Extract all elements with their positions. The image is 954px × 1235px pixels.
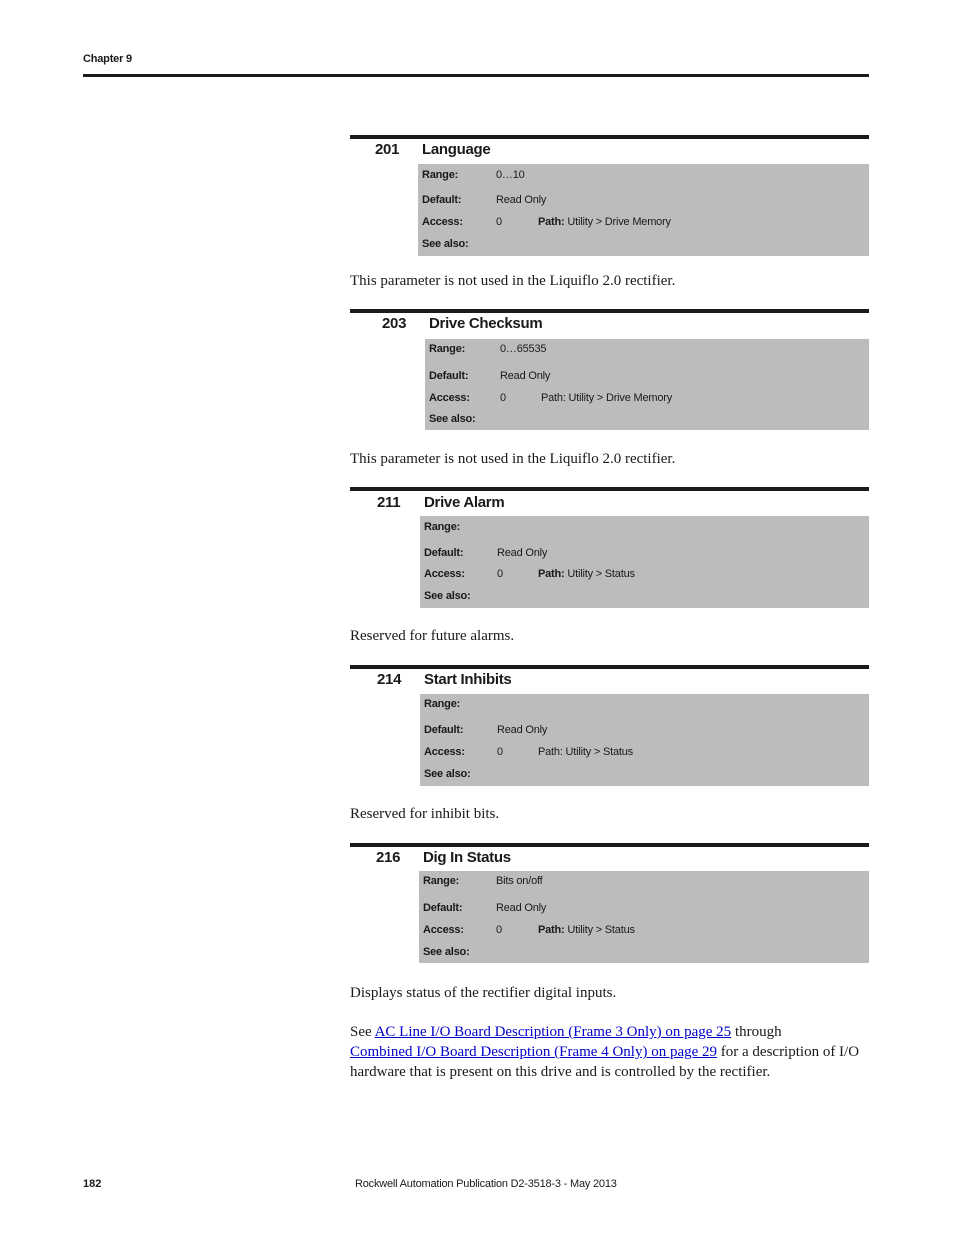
param-name: Start Inhibits <box>424 671 512 688</box>
default-value: Read Only <box>496 902 547 914</box>
path-label: Path: <box>538 216 565 228</box>
param-rule <box>350 487 869 491</box>
param-details-box <box>425 339 869 430</box>
param-number: 214 <box>377 671 402 688</box>
access-value: 0 <box>497 568 503 580</box>
link-ac-line-io-board[interactable]: AC Line I/O Board Description (Frame 3 Only) on page 25 <box>374 1024 732 1040</box>
see-prefix: See <box>350 1024 375 1040</box>
access-label: Access: <box>424 568 465 580</box>
param-rule <box>350 309 869 313</box>
param-name: Drive Checksum <box>429 315 543 332</box>
param-description: Reserved for future alarms. <box>350 628 515 644</box>
path-value: Path: Utility > Status <box>538 746 633 758</box>
access-value: 0 <box>496 924 502 936</box>
range-label: Range: <box>422 169 459 181</box>
param-name: Drive Alarm <box>424 494 505 511</box>
param-description: This parameter is not used in the Liquiflo 2.0 rectifier. <box>350 451 676 467</box>
param-description: Displays status of the rectifier digital inputs. <box>350 985 617 1001</box>
param-details-box <box>420 516 869 608</box>
param-details-box <box>420 694 869 786</box>
access-value: 0 <box>496 216 502 228</box>
default-label: Default: <box>429 370 469 382</box>
param-rule <box>350 843 869 847</box>
publication-info: Rockwell Automation Publication D2-3518-3 - May 2013 <box>355 1178 617 1190</box>
page-number: 182 <box>83 1178 102 1190</box>
default-label: Default: <box>424 724 464 736</box>
param-rule <box>350 135 869 139</box>
path-label: Path: <box>538 924 565 936</box>
see-middle: through <box>731 1024 782 1040</box>
range-label: Range: <box>423 875 460 887</box>
range-label: Range: <box>424 698 461 710</box>
see-suffix: for a description of I/O hardware that is present on this drive and is controlled by the rectifier. <box>350 1044 860 1080</box>
default-label: Default: <box>423 902 463 914</box>
path-value: Path: Utility > Drive Memory <box>541 392 673 404</box>
see-also-label: See also: <box>424 768 471 780</box>
range-label: Range: <box>429 343 466 355</box>
range-value: 0…65535 <box>500 343 547 355</box>
param-number: 211 <box>377 494 401 511</box>
see-also-label: See also: <box>423 946 470 958</box>
default-value: Read Only <box>497 724 548 736</box>
see-also-label: See also: <box>422 238 469 250</box>
default-value: Read Only <box>500 370 551 382</box>
param-description: This parameter is not used in the Liquiflo 2.0 rectifier. <box>350 273 676 289</box>
path-value: Utility > Status <box>567 568 635 580</box>
range-value: 0…10 <box>496 169 525 181</box>
default-value: Read Only <box>496 194 547 206</box>
param-name: Language <box>422 141 491 158</box>
path-value: Utility > Drive Memory <box>567 216 671 228</box>
access-value: 0 <box>497 746 503 758</box>
param-name: Dig In Status <box>423 849 511 866</box>
path-value: Utility > Status <box>567 924 635 936</box>
chapter-label: Chapter 9 <box>83 53 132 65</box>
param-rule <box>350 665 869 669</box>
default-value: Read Only <box>497 547 548 559</box>
param-details-box <box>418 164 869 256</box>
link-combined-io-board[interactable]: Combined I/O Board Description (Frame 4 Only) on page 29 <box>350 1044 718 1060</box>
header-rule <box>83 74 869 77</box>
access-label: Access: <box>429 392 470 404</box>
param-number: 216 <box>376 849 401 866</box>
access-value: 0 <box>500 392 506 404</box>
access-label: Access: <box>424 746 465 758</box>
access-label: Access: <box>423 924 464 936</box>
see-paragraph <box>350 1022 870 1082</box>
see-also-label: See also: <box>429 413 476 425</box>
default-label: Default: <box>422 194 462 206</box>
range-label: Range: <box>424 521 461 533</box>
range-value: Bits on/off <box>496 875 543 887</box>
see-also-label: See also: <box>424 590 471 602</box>
param-details-box <box>419 871 869 963</box>
param-description: Reserved for inhibit bits. <box>350 806 500 822</box>
param-number: 201 <box>375 141 400 158</box>
path-label: Path: <box>538 568 565 580</box>
param-number: 203 <box>382 315 407 332</box>
default-label: Default: <box>424 547 464 559</box>
access-label: Access: <box>422 216 463 228</box>
